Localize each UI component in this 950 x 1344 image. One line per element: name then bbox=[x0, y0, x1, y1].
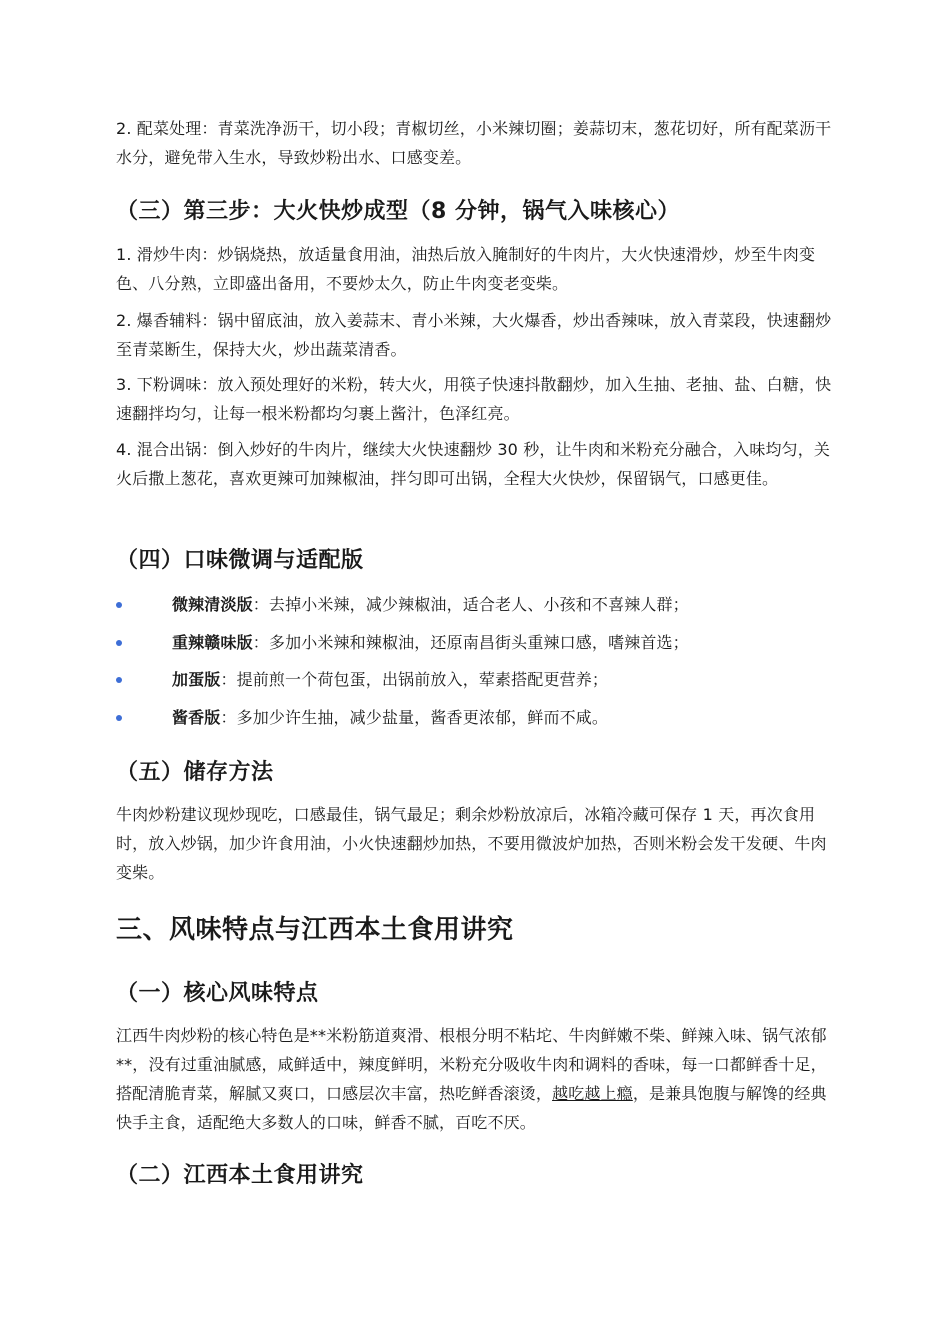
heading-storage: （五）储存方法 bbox=[116, 760, 274, 785]
bullet-dot-icon bbox=[116, 602, 122, 608]
heading-step-three: （三）第三步：大火快炒成型（8 分钟，锅气入味核心） bbox=[116, 199, 680, 224]
heading-section-three: 三、风味特点与江西本土食用讲究 bbox=[116, 915, 514, 945]
variant-label: 微辣清淡版 bbox=[172, 595, 253, 614]
variant-text: ：提前煎一个荷包蛋，出锅前放入，荤素搭配更营养； bbox=[220, 670, 609, 689]
variant-label: 酱香版 bbox=[172, 707, 221, 727]
core-flavor-underlined: 越吃越上瘾 bbox=[552, 1084, 633, 1103]
variant-text: ：去掉小米辣，减少辣椒油，适合老人、小孩和不喜辣人群； bbox=[252, 595, 689, 614]
variant-label: 加蛋版 bbox=[172, 670, 221, 689]
variant-text: ：多加少许生抽，减少盐量，酱香更浓郁，鲜而不咸。 bbox=[220, 707, 609, 727]
core-flavor-text-a: 江西牛肉炒粉的核心特色是**米粉筋道爽滑、根根分明不粘坨、牛肉鲜嫩不柴、鲜辣入味、锅气浓郁**，没有过重油腻感，咸鲜适中，辣度鲜明，米粉充分吸收牛肉和调料的香味，每一口都鲜香十足，搭配清脆青菜，解腻又爽口，口感层次丰富，热吃鲜香滚烫， bbox=[116, 1026, 827, 1103]
bullet-dot-icon bbox=[116, 677, 122, 683]
paragraph-step3-stir-beef: 1. 滑炒牛肉：炒锅烧热，放适量食用油，油热后放入腌制好的牛肉片，大火快速滑炒，炒至牛肉变色、八分熟，立即盛出备用，不要炒太久，防止牛肉变老变柴。 bbox=[116, 245, 816, 293]
core-flavor-text-b: ，是兼具饱腹与解馋的经典快手主食，适配绝大多数人的口味，鲜香不腻，百吃不厌。 bbox=[116, 1084, 827, 1132]
paragraph-step3-finish: 4. 混合出锅：倒入炒好的牛肉片，继续大火快速翻炒 30 秒，让牛肉和米粉充分融合，入味均匀，关火后撒上葱花，喜欢更辣可加辣椒油，拌匀即可出锅，全程大火快炒，保留锅气，口感更佳。 bbox=[116, 440, 831, 488]
list-item bbox=[116, 706, 838, 730]
list-item bbox=[116, 593, 838, 617]
heading-core-flavor: （一）核心风味特点 bbox=[116, 981, 319, 1006]
paragraph-side-dish-prep: 2. 配菜处理：青菜洗净沥干，切小段；青椒切丝，小米辣切圈；姜蒜切末，葱花切好，所有配菜沥干水分，避免带入生水，导致炒粉出水、口感变差。 bbox=[116, 119, 832, 167]
bullet-dot-icon bbox=[116, 715, 122, 721]
list-item bbox=[116, 631, 838, 655]
list-item bbox=[116, 668, 838, 692]
heading-local-customs: （二）江西本土食用讲究 bbox=[116, 1163, 364, 1188]
paragraph-step3-aromatics: 2. 爆香辅料：锅中留底油，放入姜蒜末、青小米辣，大火爆香，炒出香辣味，放入青菜段，快速翻炒至青菜断生，保持大火，炒出蔬菜清香。 bbox=[116, 311, 832, 359]
variant-text: ：多加小米辣和辣椒油，还原南昌街头重辣口感，嗜辣首选； bbox=[252, 632, 689, 652]
bullet-dot-icon bbox=[116, 640, 122, 646]
heading-flavor-variants: （四）口味微调与适配版 bbox=[116, 548, 364, 573]
paragraph-storage: 牛肉炒粉建议现炒现吃，口感最佳，锅气最足；剩余炒粉放凉后，冰箱冷藏可保存 1 天，再次食用时，放入炒锅，加少许食用油，小火快速翻炒加热，不要用微波炉加热，否则米粉会发干发硬、牛肉变柴。 bbox=[116, 805, 827, 882]
variant-label: 重辣赣味版 bbox=[172, 632, 253, 652]
paragraph-core-flavor bbox=[116, 1021, 838, 1137]
paragraph-step3-noodles: 3. 下粉调味：放入预处理好的米粉，转大火，用筷子快速抖散翻炒，加入生抽、老抽、盐、白糖，快速翻拌均匀，让每一根米粉都均匀裹上酱汁，色泽红亮。 bbox=[116, 375, 832, 423]
flavor-variant-list bbox=[116, 593, 838, 743]
